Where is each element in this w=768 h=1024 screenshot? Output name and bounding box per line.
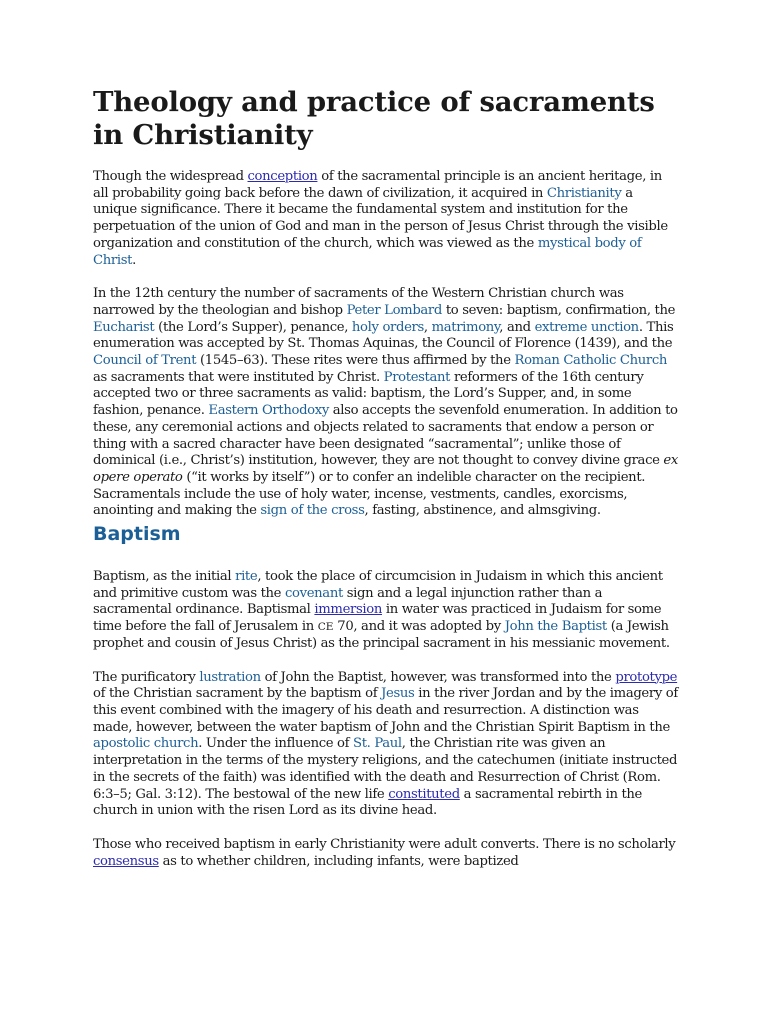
text-run: 70, and it was adopted by: [333, 619, 505, 635]
text-run: (1545–63). These rites were thus affirmed by the: [196, 353, 515, 369]
text-run: (a Jewish prophet and cousin of Jesus Christ) as the principal sacrament in his messianic movement.: [93, 619, 670, 651]
link-protestant[interactable]: Protestant: [383, 369, 451, 385]
baptism-paragraph-1: [93, 569, 678, 653]
link-christianity[interactable]: Christianity: [546, 185, 622, 201]
text-run: in water was practiced in Judaism for some time before the fall of Jerusalem in: [93, 602, 662, 635]
article: [93, 86, 678, 870]
text-run: also accepts the sevenfold enumeration. In addition to these, any ceremonial actions and objects related to sacraments that endow a person or thing with a sacred character have been designated “sacramental”; unlike those of dominical (i.e., Christ’s) institution, however, they are not thought to convey divine grace: [93, 403, 678, 469]
text-run: , fasting, abstinence, and almsgiving.: [364, 503, 601, 519]
link-roman-catholic-church[interactable]: Roman Catholic Church: [514, 353, 668, 369]
link-jesus[interactable]: Jesus: [381, 686, 415, 702]
link-st-paul[interactable]: St. Paul: [353, 736, 402, 752]
text-run: of John the Baptist, however, was transformed into the: [260, 669, 616, 685]
era-abbreviation: CE: [317, 621, 334, 634]
latin-phrase: ex opere operato: [93, 453, 678, 485]
text-run: sign and a legal injunction rather than a sacramental ordinance. Baptismal: [93, 585, 603, 618]
link-prototype[interactable]: prototype: [615, 669, 678, 685]
link-matrimony[interactable]: matrimony: [431, 319, 500, 335]
text-run: , the Christian rite was given an interpretation in the terms of the mystery religions, and the catechumen (initiate instructed in the secrets of the faith) was identified with the death and Resurrection of Christ (Rom. 6:3–5; Gal. 3:12). The bestowal of the new life: [93, 736, 678, 802]
link-immersion[interactable]: immersion: [314, 602, 382, 618]
text-run: a sacramental rebirth in the church in union with the risen Lord as its divine head.: [93, 786, 642, 819]
link-apostolic-church[interactable]: apostolic church: [93, 736, 199, 752]
link-john-the-baptist[interactable]: John the Baptist: [504, 619, 607, 635]
text-run: , took the place of circumcision in Judaism in which this ancient and primitive custom was the: [93, 569, 663, 601]
section-heading-baptism: Baptism: [93, 523, 181, 546]
link-mystical-body-of-christ[interactable]: mystical body of Christ: [93, 235, 642, 268]
link-eastern-orthodoxy[interactable]: Eastern Orthodoxy: [208, 403, 329, 419]
text-run: In the 12th century the number of sacraments of the Western Christian church was narrowed by the theologian and bishop: [93, 286, 624, 318]
text-run: ,: [423, 319, 432, 335]
link-constituted[interactable]: constituted: [388, 786, 460, 802]
link-consensus[interactable]: consensus: [93, 853, 159, 869]
article-title: Theology and practice of sacraments in Christianity: [93, 86, 655, 151]
link-rite[interactable]: rite: [235, 569, 258, 585]
link-conception[interactable]: conception: [247, 169, 318, 184]
link-sign-of-the-cross[interactable]: sign of the cross: [260, 503, 365, 519]
text-run: Though the widespread: [93, 169, 248, 184]
text-run: Those who received baptism in early Christianity were adult converts. There is no scholarly: [93, 836, 676, 852]
text-run: to seven: baptism, confirmation, the: [441, 302, 676, 318]
text-run: reformers of the 16th century accepted two or three sacraments as valid: baptism, the Lord’s Supper, and, in some fashion, penance.: [93, 369, 644, 419]
link-peter-lombard[interactable]: Peter Lombard: [346, 302, 442, 318]
text-run: a unique significance. There it became the fundamental system and institution for the perpetuation of the union of God and man in the person of Jesus Christ through the visible organization and constitution of the church, which was viewed as the: [93, 185, 668, 251]
baptism-paragraph-3: [93, 837, 678, 870]
sacraments-paragraph: [93, 286, 678, 520]
text-run: as to whether children, including infants, were baptized: [158, 853, 519, 869]
text-run: . Under the influence of: [198, 736, 354, 752]
link-extreme-unction[interactable]: extreme unction: [534, 319, 639, 335]
text-run: in the river Jordan and by the imagery of this event combined with the imagery of his death and resurrection. A distinction was made, however, between the water baptism of John and the Christian Spirit Baptism in the: [93, 686, 678, 735]
text-run: of the sacramental principle is an ancient heritage, in all probability going back before the dawn of civilization, it acquired in: [93, 169, 662, 201]
text-run: The purificatory: [93, 669, 200, 685]
text-run: (“it works by itself”) or to confer an indelible character on the recipient. Sacramentals include the use of holy water, incense, vestments, candles, exorcisms, anointing and making the: [93, 469, 646, 519]
text-run: . This enumeration was accepted by St. Thomas Aquinas, the Council of Florence (1439), and the: [93, 319, 674, 352]
link-lustration[interactable]: lustration: [199, 669, 261, 685]
baptism-paragraph-2: [93, 670, 678, 820]
intro-paragraph: [93, 169, 678, 269]
text-run: (the Lord’s Supper), penance,: [154, 319, 352, 335]
link-eucharist[interactable]: Eucharist: [93, 319, 155, 335]
text-run: as sacraments that were instituted by Christ.: [93, 369, 384, 385]
text-run: , and: [499, 319, 535, 335]
link-covenant[interactable]: covenant: [284, 585, 343, 601]
link-council-of-trent[interactable]: Council of Trent: [93, 353, 197, 369]
text-run: Baptism, as the initial: [93, 569, 236, 585]
link-holy-orders[interactable]: holy orders: [351, 319, 424, 335]
text-run: .: [132, 252, 136, 268]
text-run: of the Christian sacrament by the baptism of: [93, 686, 382, 702]
